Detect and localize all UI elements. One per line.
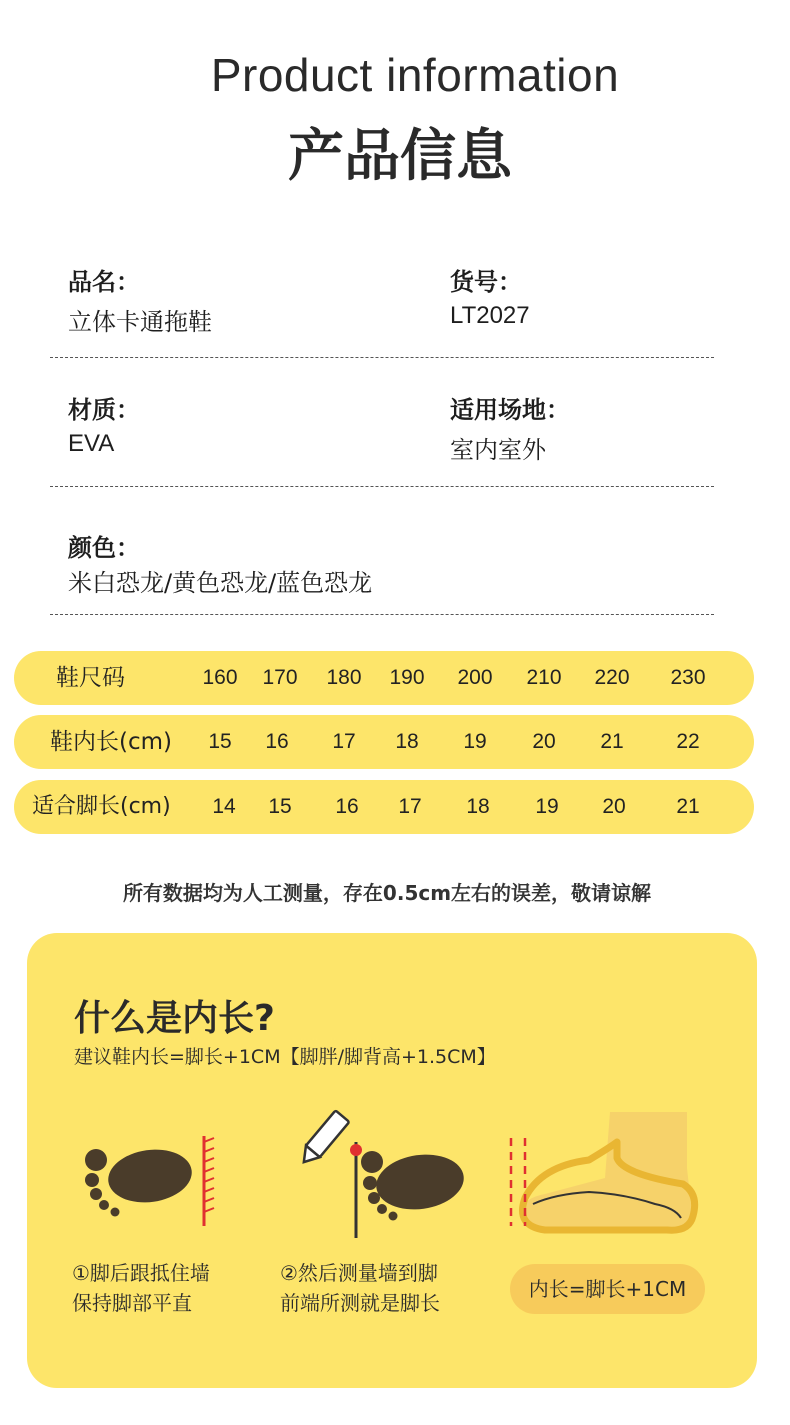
inner-length-cell: 21 — [600, 730, 624, 753]
inner-length-cell: 16 — [265, 730, 289, 753]
guide-question: 什么是内长? — [74, 998, 275, 1039]
inner-length-cell: 18 — [395, 730, 419, 753]
title-chinese: 产品信息 — [288, 124, 512, 189]
product-name-value: 立体卡通拖鞋 — [68, 308, 212, 336]
inner-length-row-label: 鞋内长(cm) — [50, 729, 172, 755]
size-cell: 200 — [457, 666, 493, 689]
inner-length-cell: 17 — [332, 730, 356, 753]
material-value: EVA — [68, 430, 115, 457]
inner-length-cell: 15 — [208, 730, 232, 753]
divider — [50, 486, 714, 487]
guide-suggestion: 建议鞋内长=脚长+1CM【脚胖/脚背高+1.5CM】 — [74, 1046, 496, 1068]
foot-length-cell: 19 — [535, 795, 559, 818]
foot-length-row — [14, 780, 754, 834]
size-cell: 160 — [202, 666, 238, 689]
size-cell: 180 — [326, 666, 362, 689]
size-cell: 190 — [389, 666, 425, 689]
size-cell: 230 — [670, 666, 706, 689]
title-english: Product information — [210, 49, 620, 101]
divider — [50, 357, 714, 358]
inner-length-cell: 19 — [463, 730, 487, 753]
measurement-note: 所有数据均为人工测量，存在0.5cm左右的误差，敬请谅解 — [122, 881, 652, 905]
size-cell: 210 — [526, 666, 562, 689]
inner-length-cell: 22 — [676, 730, 700, 753]
product-name-label: 品名： — [68, 268, 140, 296]
size-cell: 220 — [594, 666, 630, 689]
step2-line2: 前端所测就是脚长 — [280, 1291, 440, 1315]
step1-line1: ①脚后跟抵住墙 — [72, 1261, 210, 1285]
inner-length-row — [14, 715, 754, 769]
size-row-label: 鞋尺码 — [56, 665, 125, 691]
foot-length-cell: 14 — [212, 795, 236, 818]
pencil-measure-icon — [298, 1108, 478, 1243]
size-cell: 170 — [262, 666, 298, 689]
color-value: 米白恐龙/黄色恐龙/蓝色恐龙 — [68, 569, 373, 597]
foot-length-cell: 21 — [676, 795, 700, 818]
foot-in-shoe-icon — [505, 1108, 705, 1238]
divider — [50, 614, 714, 615]
size-row — [14, 651, 754, 705]
foot-length-cell: 17 — [398, 795, 422, 818]
step1-line2: 保持脚部平直 — [72, 1291, 192, 1315]
step2-line1: ②然后测量墙到脚 — [280, 1261, 438, 1285]
venue-value: 室内室外 — [450, 436, 546, 464]
foot-length-cell: 20 — [602, 795, 626, 818]
foot-against-wall-icon — [78, 1130, 228, 1230]
foot-length-row-label: 适合脚长(cm) — [32, 794, 171, 819]
material-label: 材质： — [68, 396, 140, 424]
sku-label: 货号： — [450, 268, 522, 296]
foot-length-cell: 18 — [466, 795, 490, 818]
foot-length-cell: 16 — [335, 795, 359, 818]
inner-length-formula-badge: 内长=脚长+1CM — [510, 1264, 705, 1314]
inner-length-cell: 20 — [532, 730, 556, 753]
sku-value: LT2027 — [450, 302, 530, 329]
venue-label: 适用场地： — [450, 396, 570, 424]
color-label: 颜色： — [68, 534, 140, 562]
foot-length-cell: 15 — [268, 795, 292, 818]
